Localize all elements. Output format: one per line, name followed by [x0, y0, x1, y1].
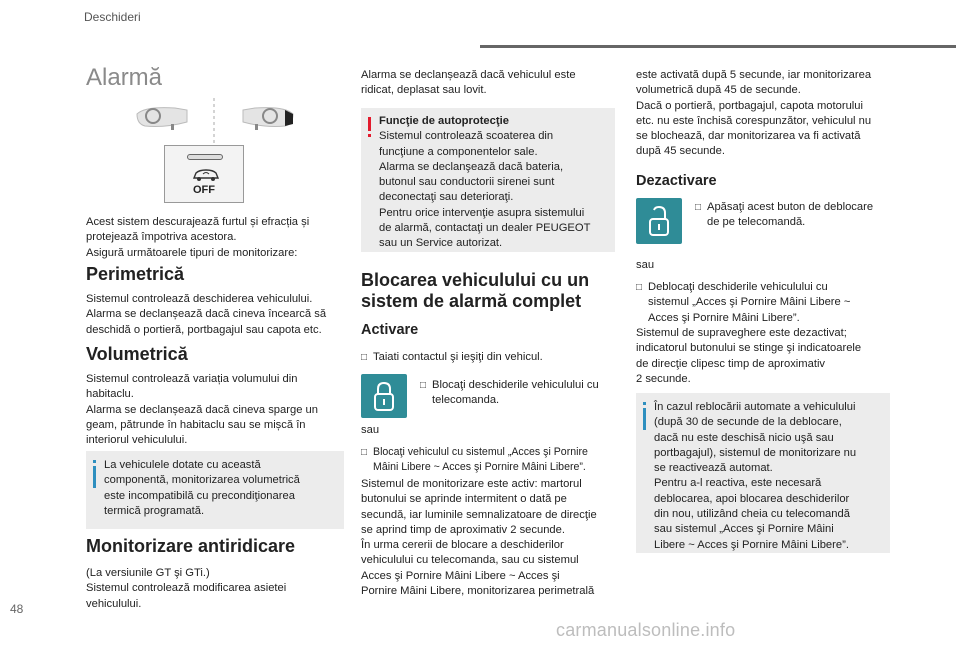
page-number: 48 [10, 602, 24, 616]
car-alarm-icon [191, 168, 221, 182]
unlock-button-icon [636, 198, 682, 244]
antiridicare-text: (La versiunile GT şi GTi.) Sistemul controlează modificarea asietei vehiculului. [86, 567, 287, 610]
checkbox-bullet-icon: □ [695, 202, 702, 213]
intro-text: Acest sistem descurajează furtul și efracția și protejează împotriva acestora. Asigură următoarele tipuri de monitorizare: [86, 216, 310, 259]
off-label: OFF [193, 184, 215, 196]
col3-intro-text: este activată după 5 secunde, iar monitorizarea volumetrică după 45 de secunde. Dacă o portieră, portbagajul, capota motorului etc. nu este închisă corespunzător, vehiculul nu se blochează, dar monitorizarea va fi activată după 45 secunde. [636, 69, 872, 158]
heading-activare: Activare [361, 322, 419, 338]
checkbox-bullet-icon: □ [420, 380, 427, 391]
perimetrica-text: Sistemul controlează deschiderea vehiculului. Alarma se declanșează dacă cineva încearcă să deschidă o portieră, portbagajul sau capota etc. [86, 293, 327, 336]
checkbox-bullet-icon: □ [636, 282, 643, 293]
activare-bullet-2: □ Blocaţi deschiderile vehiculului cu telecomanda. [420, 379, 599, 407]
info-note-volumetrica: La vehiculele dotate cu această componentă, monitorizarea volumetrică este incompatibilă cu precondiţionarea termică programată. [86, 451, 344, 529]
sau-text: sau [361, 424, 380, 436]
dezactivare-bullet-2: □ Deblocaţi deschiderile vehiculului cu sistemul „Acces şi Pornire Mâini Libere ~ Acces şi Pornire Mâini Libere”. [636, 281, 851, 324]
lock-button-icon [361, 374, 407, 418]
info-note-reblocare: În cazul reblocării automate a vehiculului (după 30 de secunde de la deblocare, dacă nu este deschisă nicio uşă sau portbagajul), sistemul de monitorizare nu se reactivează automat. Pentru a-l reactiva, este necesară deblocarea, apoi blocarea deschiderilor din nou, utilizând cheia cu telecomandă sau sistemul „Acces şi Pornire Mâini Libere ~ Acces şi Pornire Mâini Libere”. [636, 393, 890, 553]
header-rule [480, 45, 956, 48]
heading-volumetrica: Volumetrică [86, 344, 188, 364]
heading-perimetrica: Perimetrică [86, 264, 185, 284]
page-title: Alarmă [86, 64, 163, 91]
heading-antiridicare: Monitorizare antiridicare [86, 536, 296, 556]
info-icon [643, 402, 646, 405]
col2-intro-text: Alarma se declanșează dacă vehiculul este ridicat, deplasat sau lovit. [361, 69, 576, 97]
section-tab: Deschideri [84, 10, 141, 24]
watermark: carmanualsonline.info [556, 620, 736, 640]
activare-bullet-3: □ Blocaţi vehiculul cu sistemul „Acces şi Pornire Mâini Libere ~ Acces şi Pornire Mâini Libere”. [361, 446, 588, 474]
heading-dezactivare: Dezactivare [636, 173, 717, 189]
warning-note-autoprotectie: Funcţie de autoprotecţie Sistemul controlează scoaterea din funcţiune a componentelor sale. Alarma se declanşează dacă bateria, butonul sau conductorii sirenei sunt deconectaţi sau deterioraţi. Pentru orice intervenţie asupra sistemului de alarmă, contactaţi un dealer PEUGEOT sau un Service autorizat. [361, 108, 615, 252]
alarm-button-illustration [164, 145, 244, 203]
dezactivare-text: Sistemul de supraveghere este dezactivat; indicatorul butonului se stinge şi indicatoarele de direcţie clipesc timp de aproximativ 2 secunde. [636, 327, 862, 385]
checkbox-bullet-icon: □ [361, 447, 368, 458]
activare-text: Sistemul de monitorizare este activ: martorul butonului se aprinde intermitent o dată pe secundă, iar luminile semnalizatoare de direcţie se aprind timp de aproximativ 2 secunde. În urma cererii de blocare a deschiderilor vehiculului cu telecomanda, sau cu sistemul Acces şi Pornire Mâini Libere ~ Acces şi Pornire Mâini Libere, monitorizarea perimetrală [361, 478, 597, 598]
dezactivare-bullet-1: □ Apăsaţi acest buton de deblocare de pe telecomandă. [695, 201, 874, 229]
heading-blocare: Blocarea vehiculului cu un sistem de alarmă complet [361, 270, 590, 311]
volumetrica-text: Sistemul controlează variația volumului din habitaclu. Alarma se declanșează dacă cineva sparge un geam, pătrunde în habitaclu sau se mișcă în interiorul vehiculului. [86, 373, 318, 447]
info-icon [93, 460, 96, 463]
interior-illustration [135, 96, 295, 146]
activare-bullet-1: □ Taiati contactul şi ieşiţi din vehicul. [361, 350, 623, 365]
sau-text-2: sau [636, 259, 655, 271]
checkbox-bullet-icon: □ [361, 352, 368, 363]
